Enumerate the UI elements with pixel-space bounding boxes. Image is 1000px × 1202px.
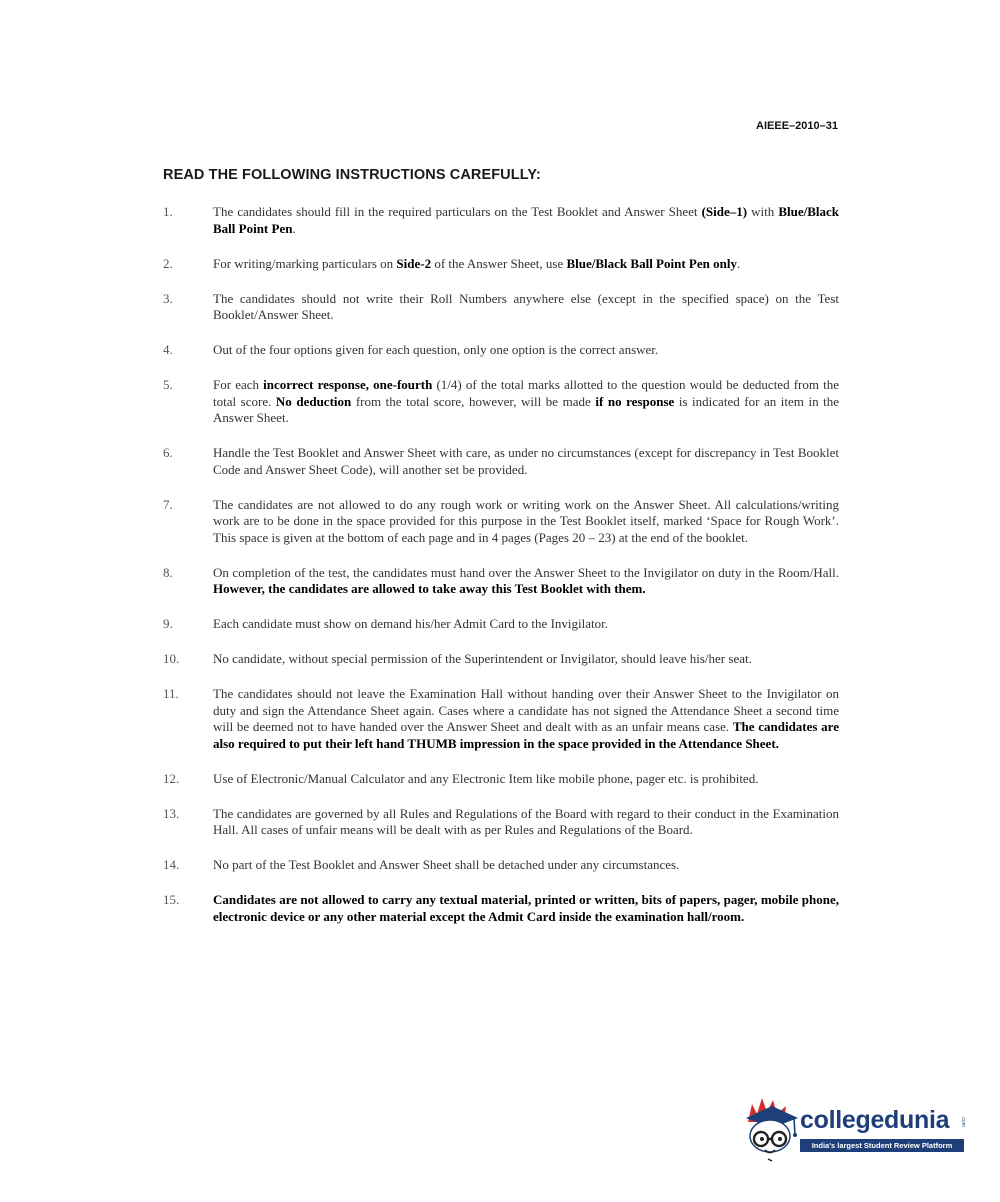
instruction-item	[163, 857, 839, 874]
instruction-text	[213, 291, 839, 324]
text-segment: No part of the Test Booklet and Answer Sheet shall be detached under any circumstances.	[213, 857, 680, 872]
text-segment: Each candidate must show on demand his/her Admit Card to the Invigilator.	[213, 616, 608, 631]
instruction-number: 5.	[163, 377, 173, 392]
instruction-text	[213, 771, 839, 788]
text-segment: On completion of the test, the candidates must hand over the Answer Sheet to the Invigilator on duty in the Room/Hall.	[213, 564, 839, 580]
emphasis-text: The candidates are also required to put their left hand THUMB impression in the space provided in the Attendance Sheet.	[213, 719, 839, 751]
instruction-text	[213, 857, 839, 874]
instruction-number: 15.	[163, 892, 180, 907]
instructions-heading: READ THE FOLLOWING INSTRUCTIONS CAREFULLY:	[163, 167, 541, 183]
text-segment: of the Answer Sheet, use	[431, 255, 567, 271]
emphasis-text: Blue/Black Ball Point Pen only	[566, 255, 737, 271]
instruction-number: 3.	[163, 290, 173, 306]
logo-wordmark: collegedunia	[800, 1106, 950, 1134]
logo-tagline: India's largest Student Review Platform	[800, 1139, 964, 1152]
text-segment: The candidates are not allowed to do any rough work or writing work on the Answer Sheet. All calculations/writing work are to be done in the space provided for this purpose in the Test Booklet itself, marked ‘Space for Rough Work’. This space is given at the bottom of each page and in 4 pages (Pages 20 – 23) at the end of the booklet.	[213, 496, 839, 545]
instruction-number: 4.	[163, 342, 173, 357]
instruction-number: 8.	[163, 564, 173, 580]
instruction-item	[163, 497, 839, 547]
text-segment: Candidates are not allowed to carry any textual material, printed or written, bits of papers, pager, mobile phone, electronic device or any other material except the Admit Card inside the examination hall/room.	[213, 892, 839, 924]
instruction-text	[213, 204, 839, 237]
instruction-number: 6.	[163, 445, 173, 460]
text-segment: No candidate, without special permission of the Superintendent or Invigilator, should leave his/her seat.	[213, 651, 752, 666]
instruction-text	[213, 565, 839, 598]
logo-suffix: .com	[960, 1116, 966, 1127]
instruction-item	[163, 342, 839, 359]
instruction-item	[163, 377, 839, 427]
text-segment: The candidates should not leave the Examination Hall without handing over their Answer Sheet to the Invigilator on duty and sign the Attendance Sheet again. Cases where a candidate has not signed the Attendance Sheet a second time will be deemed not to have handed over the Answer Sheet and dealt with as an unfair means case.	[213, 686, 839, 734]
instruction-number: 1.	[163, 204, 173, 219]
instruction-item	[163, 565, 839, 598]
instruction-item	[163, 616, 839, 633]
instruction-number: 9.	[163, 616, 173, 631]
instruction-item	[163, 771, 839, 788]
instruction-number: 11.	[163, 686, 179, 701]
emphasis-text: However, the candidates are allowed to take away this Test Booklet with them.	[213, 581, 646, 596]
text-segment: (1/4) of the total marks allotted to the question would be deducted from the total score.	[213, 377, 839, 409]
text-segment: .	[292, 220, 296, 236]
instruction-item	[163, 204, 839, 237]
emphasis-text: Blue/Black Ball Point Pen	[213, 204, 839, 236]
text-segment: Handle the Test Booklet and Answer Sheet with care, as under no circumstances (except for discrepancy in Test Booklet Code and Answer Sheet Code), will another set be provided.	[213, 445, 839, 477]
emphasis-text: incorrect response, one-fourth	[263, 377, 433, 392]
instruction-item	[163, 256, 839, 273]
instruction-number: 13.	[163, 805, 180, 821]
text-segment: from the total score, however, will be made	[351, 393, 596, 409]
instruction-text	[213, 256, 839, 273]
emphasis-text: (Side–1)	[701, 204, 748, 219]
instruction-text	[213, 497, 839, 547]
instruction-item	[163, 291, 839, 324]
text-segment: The candidates should fill in the required particulars on the Test Booklet and Answer Sheet	[213, 204, 702, 219]
text-segment: For each	[213, 377, 264, 392]
instruction-number: 2.	[163, 255, 173, 271]
text-segment: .	[736, 255, 741, 271]
instruction-number: 10.	[163, 651, 180, 666]
emphasis-text: Side-2	[396, 255, 432, 271]
instruction-text	[213, 616, 839, 633]
instruction-item	[163, 806, 839, 839]
text-segment: The candidates should not write their Roll Numbers anywhere else (except in the specified space) on the Test Booklet/Answer Sheet.	[213, 290, 839, 322]
mascot-icon	[742, 1092, 802, 1172]
instruction-item	[163, 445, 839, 478]
instruction-item	[163, 651, 839, 668]
emphasis-text: No deduction	[275, 393, 352, 409]
instructions-list	[163, 204, 839, 944]
instruction-text	[213, 892, 839, 925]
instruction-item	[163, 892, 839, 925]
instruction-text	[213, 342, 839, 359]
emphasis-text: if no response	[595, 393, 675, 409]
collegedunia-logo	[742, 1092, 972, 1172]
text-segment: is indicated for an item in the Answer Sheet.	[213, 393, 840, 425]
instruction-item	[163, 686, 839, 752]
text-segment: Out of the four options given for each question, only one option is the correct answer.	[213, 342, 659, 357]
text-segment: The candidates are governed by all Rules and Regulations of the Board with regard to their conduct in the Examination Hall. All cases of unfair means will be dealt with as per Rules and Regulations of the Board.	[213, 805, 839, 837]
instruction-text	[213, 651, 839, 668]
instruction-text	[213, 445, 839, 478]
paper-code: AIEEE–2010–31	[756, 120, 838, 132]
text-segment: Use of Electronic/Manual Calculator and any Electronic Item like mobile phone, pager etc. is prohibited.	[213, 770, 759, 786]
text-segment: with	[747, 204, 779, 219]
text-segment: For writing/marking particulars on	[213, 255, 397, 271]
instruction-text	[213, 377, 839, 427]
instruction-number: 12.	[163, 770, 180, 786]
instruction-number: 14.	[163, 857, 180, 872]
instruction-number: 7.	[163, 496, 173, 512]
instruction-text	[213, 686, 839, 752]
instruction-text	[213, 806, 839, 839]
